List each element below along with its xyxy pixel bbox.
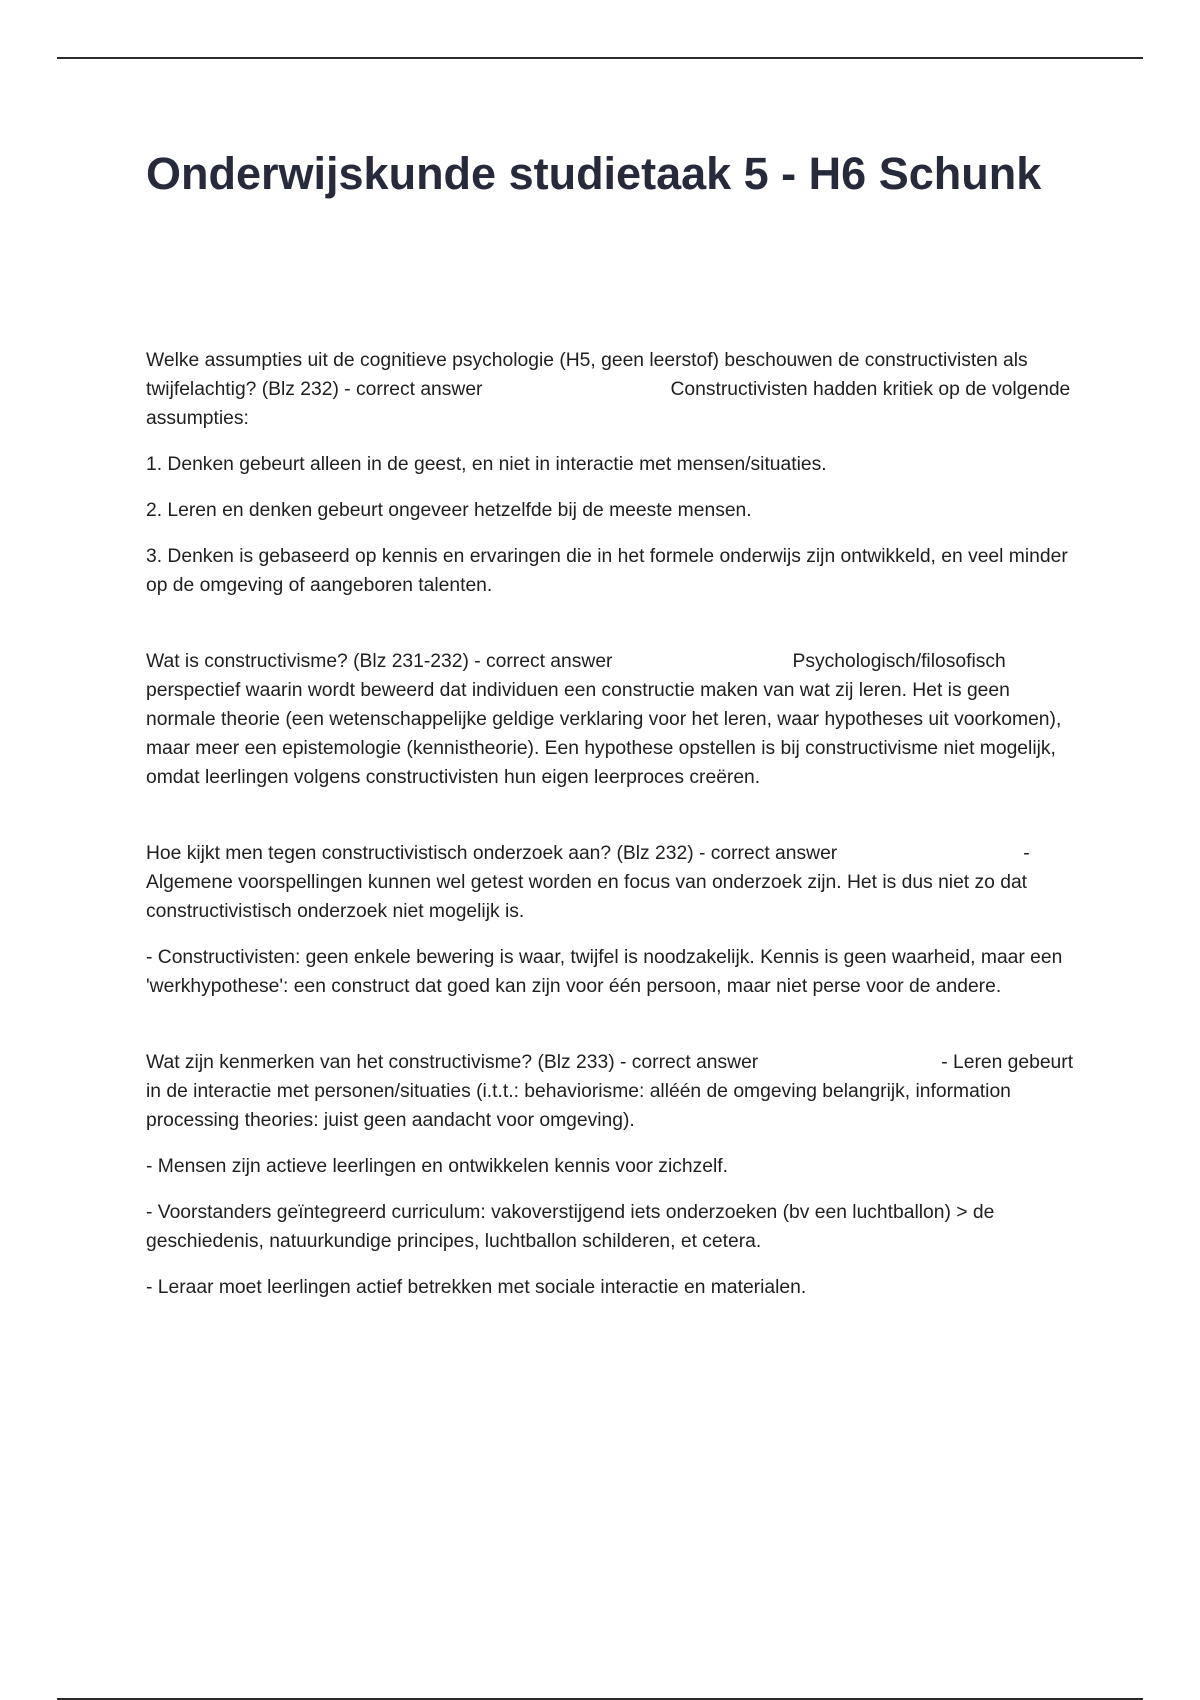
qa-paragraph: [146, 647, 1081, 792]
document-body: [146, 346, 1081, 1349]
question-text: Wat zijn kenmerken van het constructivisme? (Blz 233) - correct answer: [146, 1052, 759, 1073]
qa-block: [146, 839, 1081, 1001]
answer-paragraph: - Voorstanders geïntegreerd curriculum: vakoverstijgend iets onderzoeken (bv een luchtballon) > de geschiedenis, natuurkundige principes, luchtballon schilderen, et cetera.: [146, 1202, 995, 1252]
qa-block: [146, 647, 1081, 792]
question-text: Welke assumpties uit de cognitieve psychologie (H5, geen leerstof) beschouwen de constructivisten als twijfelachtig? (Blz 232) - correct answer: [146, 350, 1028, 400]
question-text: Hoe kijkt men tegen constructivistisch onderzoek aan? (Blz 232) - correct answer: [146, 843, 838, 864]
qa-paragraph: [146, 346, 1081, 433]
question-text: Wat is constructivisme? (Blz 231-232) - correct answer: [146, 651, 613, 672]
answer-paragraph: 2. Leren en denken gebeurt ongeveer hetzelfde bij de meeste mensen.: [146, 500, 752, 521]
answer-text: - Leren gebeurt in de interactie met personen/situaties (i.t.t.: behaviorisme: alléén de omgeving belangrijk, information processing theories: juist geen aandacht voor omgeving).: [146, 1052, 1074, 1131]
top-rule: [57, 57, 1143, 59]
answer-paragraph: - Constructivisten: geen enkele bewering is waar, twijfel is noodzakelijk. Kennis is geen waarheid, maar een 'werkhypothese': een construct dat goed kan zijn voor één persoon, maar niet perse voor de andere.: [146, 947, 1063, 997]
qa-block: [146, 346, 1081, 600]
qa-paragraph: [146, 839, 1081, 926]
answer-text: - Algemene voorspellingen kunnen wel getest worden en focus van onderzoek zijn. Het is dus niet zo dat constructivistisch onderzoek niet mogelijk is.: [146, 843, 1030, 922]
answer-paragraph: - Leraar moet leerlingen actief betrekken met sociale interactie en materialen.: [146, 1277, 807, 1298]
page-title: Onderwijskunde studietaak 5 - H6 Schunk: [146, 148, 1042, 199]
qa-block: [146, 1048, 1081, 1302]
answer-text: Constructivisten hadden kritiek op de volgende assumpties:: [146, 379, 1071, 429]
qa-paragraph: [146, 1048, 1081, 1135]
answer-paragraph: - Mensen zijn actieve leerlingen en ontwikkelen kennis voor zichzelf.: [146, 1156, 728, 1177]
answer-paragraph: 1. Denken gebeurt alleen in de geest, en niet in interactie met mensen/situaties.: [146, 454, 827, 475]
answer-text: Psychologisch/filosofisch perspectief waarin wordt beweerd dat individuen een constructie maken van wat zij leren. Het is geen normale theorie (een wetenschappelijke geldige verklaring voor het leren, waar hypotheses uit voorkomen), maar meer een epistemologie (kennistheorie). Een hypothese opstellen is bij constructivisme niet mogelijk, omdat leerlingen volgens constructivisten hun eigen leerproces creëren.: [146, 651, 1062, 788]
answer-paragraph: 3. Denken is gebaseerd op kennis en ervaringen die in het formele onderwijs zijn ontwikkeld, en veel minder op de omgeving of aangeboren talenten.: [146, 546, 1068, 596]
